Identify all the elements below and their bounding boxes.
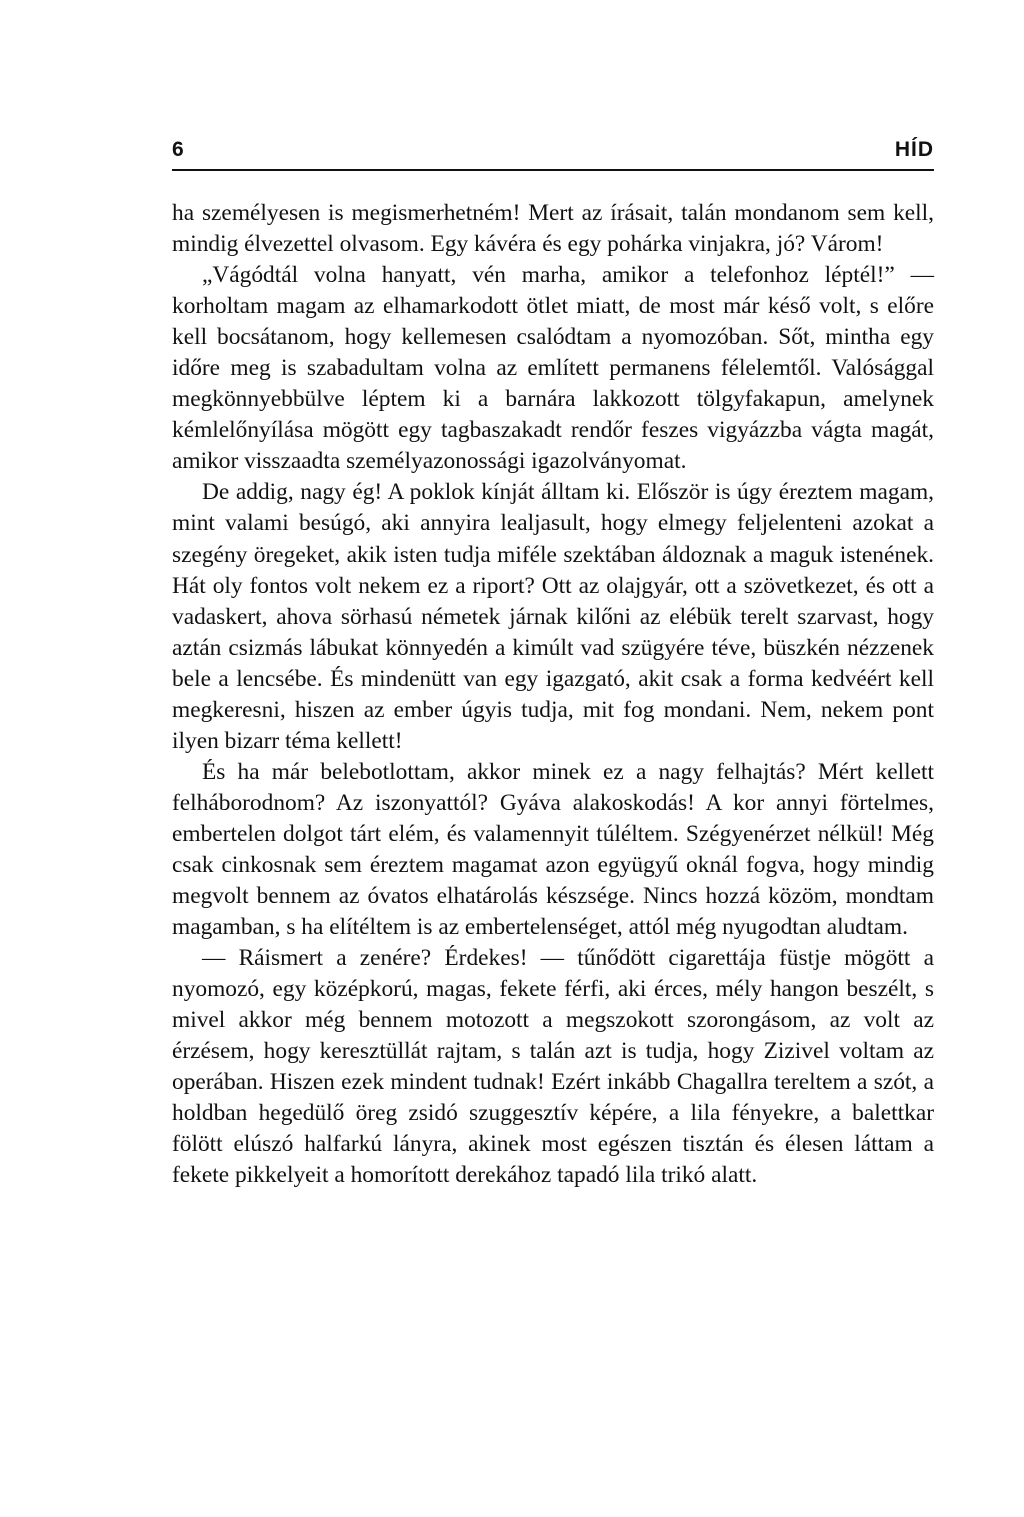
- paragraph-5: — Ráismert a zenére? Érdekes! — tűnődött cigarettája füstje mögött a nyomozó, egy középkorú, magas, fekete férfi, aki érces, mély hangon beszélt, s mivel akkor még bennem motozott a megszokott szorongásom, az volt az érzésem, hogy keresztüllát rajtam, s talán azt is tudja, hogy Zizivel voltam az operában. Hiszen ezek mindent tudnak! Ezért inkább Chagallra tereltem a szót, a holdban hegedülő öreg zsidó szuggesztív képére, a lila fényekre, a balettkar fölött elúszó halfarkú lányra, akinek most egészen tisztán és élesen láttam a fekete pikkelyeit a homorított derekához tapadó lila trikó alatt.: [172, 945, 934, 1189]
- paragraph-3: De addig, nagy ég! A poklok kínját álltam ki. Először is úgy éreztem magam, mint valami besúgó, aki annyira lealjasult, hogy elmegy feljelenteni azokat a szegény öregeket, akik isten tudja miféle szektában áldoznak a maguk istenének. Hát oly fontos volt nekem ez a riport? Ott az olajgyár, ott a szövetkezet, és ott a vadaskert, ahova sörhasú németek járnak kilőni az elébük terelt szarvast, hogy aztán csizmás lábukat könnyedén a kimúlt vad szügyére téve, büszkén nézzenek bele a lencsébe. És mindenütt van egy igazgató, akit csak a forma kedvéért kell megkeresni, hiszen az ember úgyis tudja, mit fog mondani. Nem, nekem pont ilyen bizarr téma kellett!: [172, 479, 934, 754]
- paragraph-1: ha személyesen is megismerhetném! Mert az írásait, talán mondanom sem kell, mindig élvezettel olvasom. Egy kávéra és egy pohárka vinjakra, jó? Várom!: [172, 200, 934, 258]
- paragraph-4: És ha már belebotlottam, akkor minek ez a nagy felhajtás? Mért kellett felháborodnom? Az iszonyattól? Gyáva alakoskodás! A kor annyi förtelmes, embertelen dolgot tárt elém, és valamennyit túléltem. Szégyenérzet nélkül! Még csak cinkosnak sem éreztem magamat azon együgyű oknál fogva, hogy mindig megvolt bennem az óvatos elhatárolás készsége. Nincs hozzá közöm, mondtam magamban, s ha elítéltem is az embertelenséget, attól még nyugodtan aludtam.: [172, 758, 934, 941]
- page-header: [172, 138, 934, 168]
- running-title: HÍD: [894, 138, 934, 161]
- paragraph-2: „Vágódtál volna hanyatt, vén marha, amikor a telefonhoz léptél!” — korholtam magam az elhamarkodott ötlet miatt, de most már késő volt, s előre kell bocsátanom, hogy kellemesen csalódtam a nyomozóban. Sőt, mintha egy időre meg is szabadultam volna az említett permanens félelemtől. Valósággal megkönnyebbülve léptem ki a barnára lakkozott tölgyfakapun, amelynek kémlelőnyílása mögött egy tagbaszakadt rendőr feszes vigyázzba vágta magát, amikor visszaadta személyazonossági igazolványomat.: [172, 262, 934, 475]
- header-rule: [172, 169, 934, 171]
- page-number: 6: [172, 138, 184, 161]
- text-body: [172, 198, 934, 1192]
